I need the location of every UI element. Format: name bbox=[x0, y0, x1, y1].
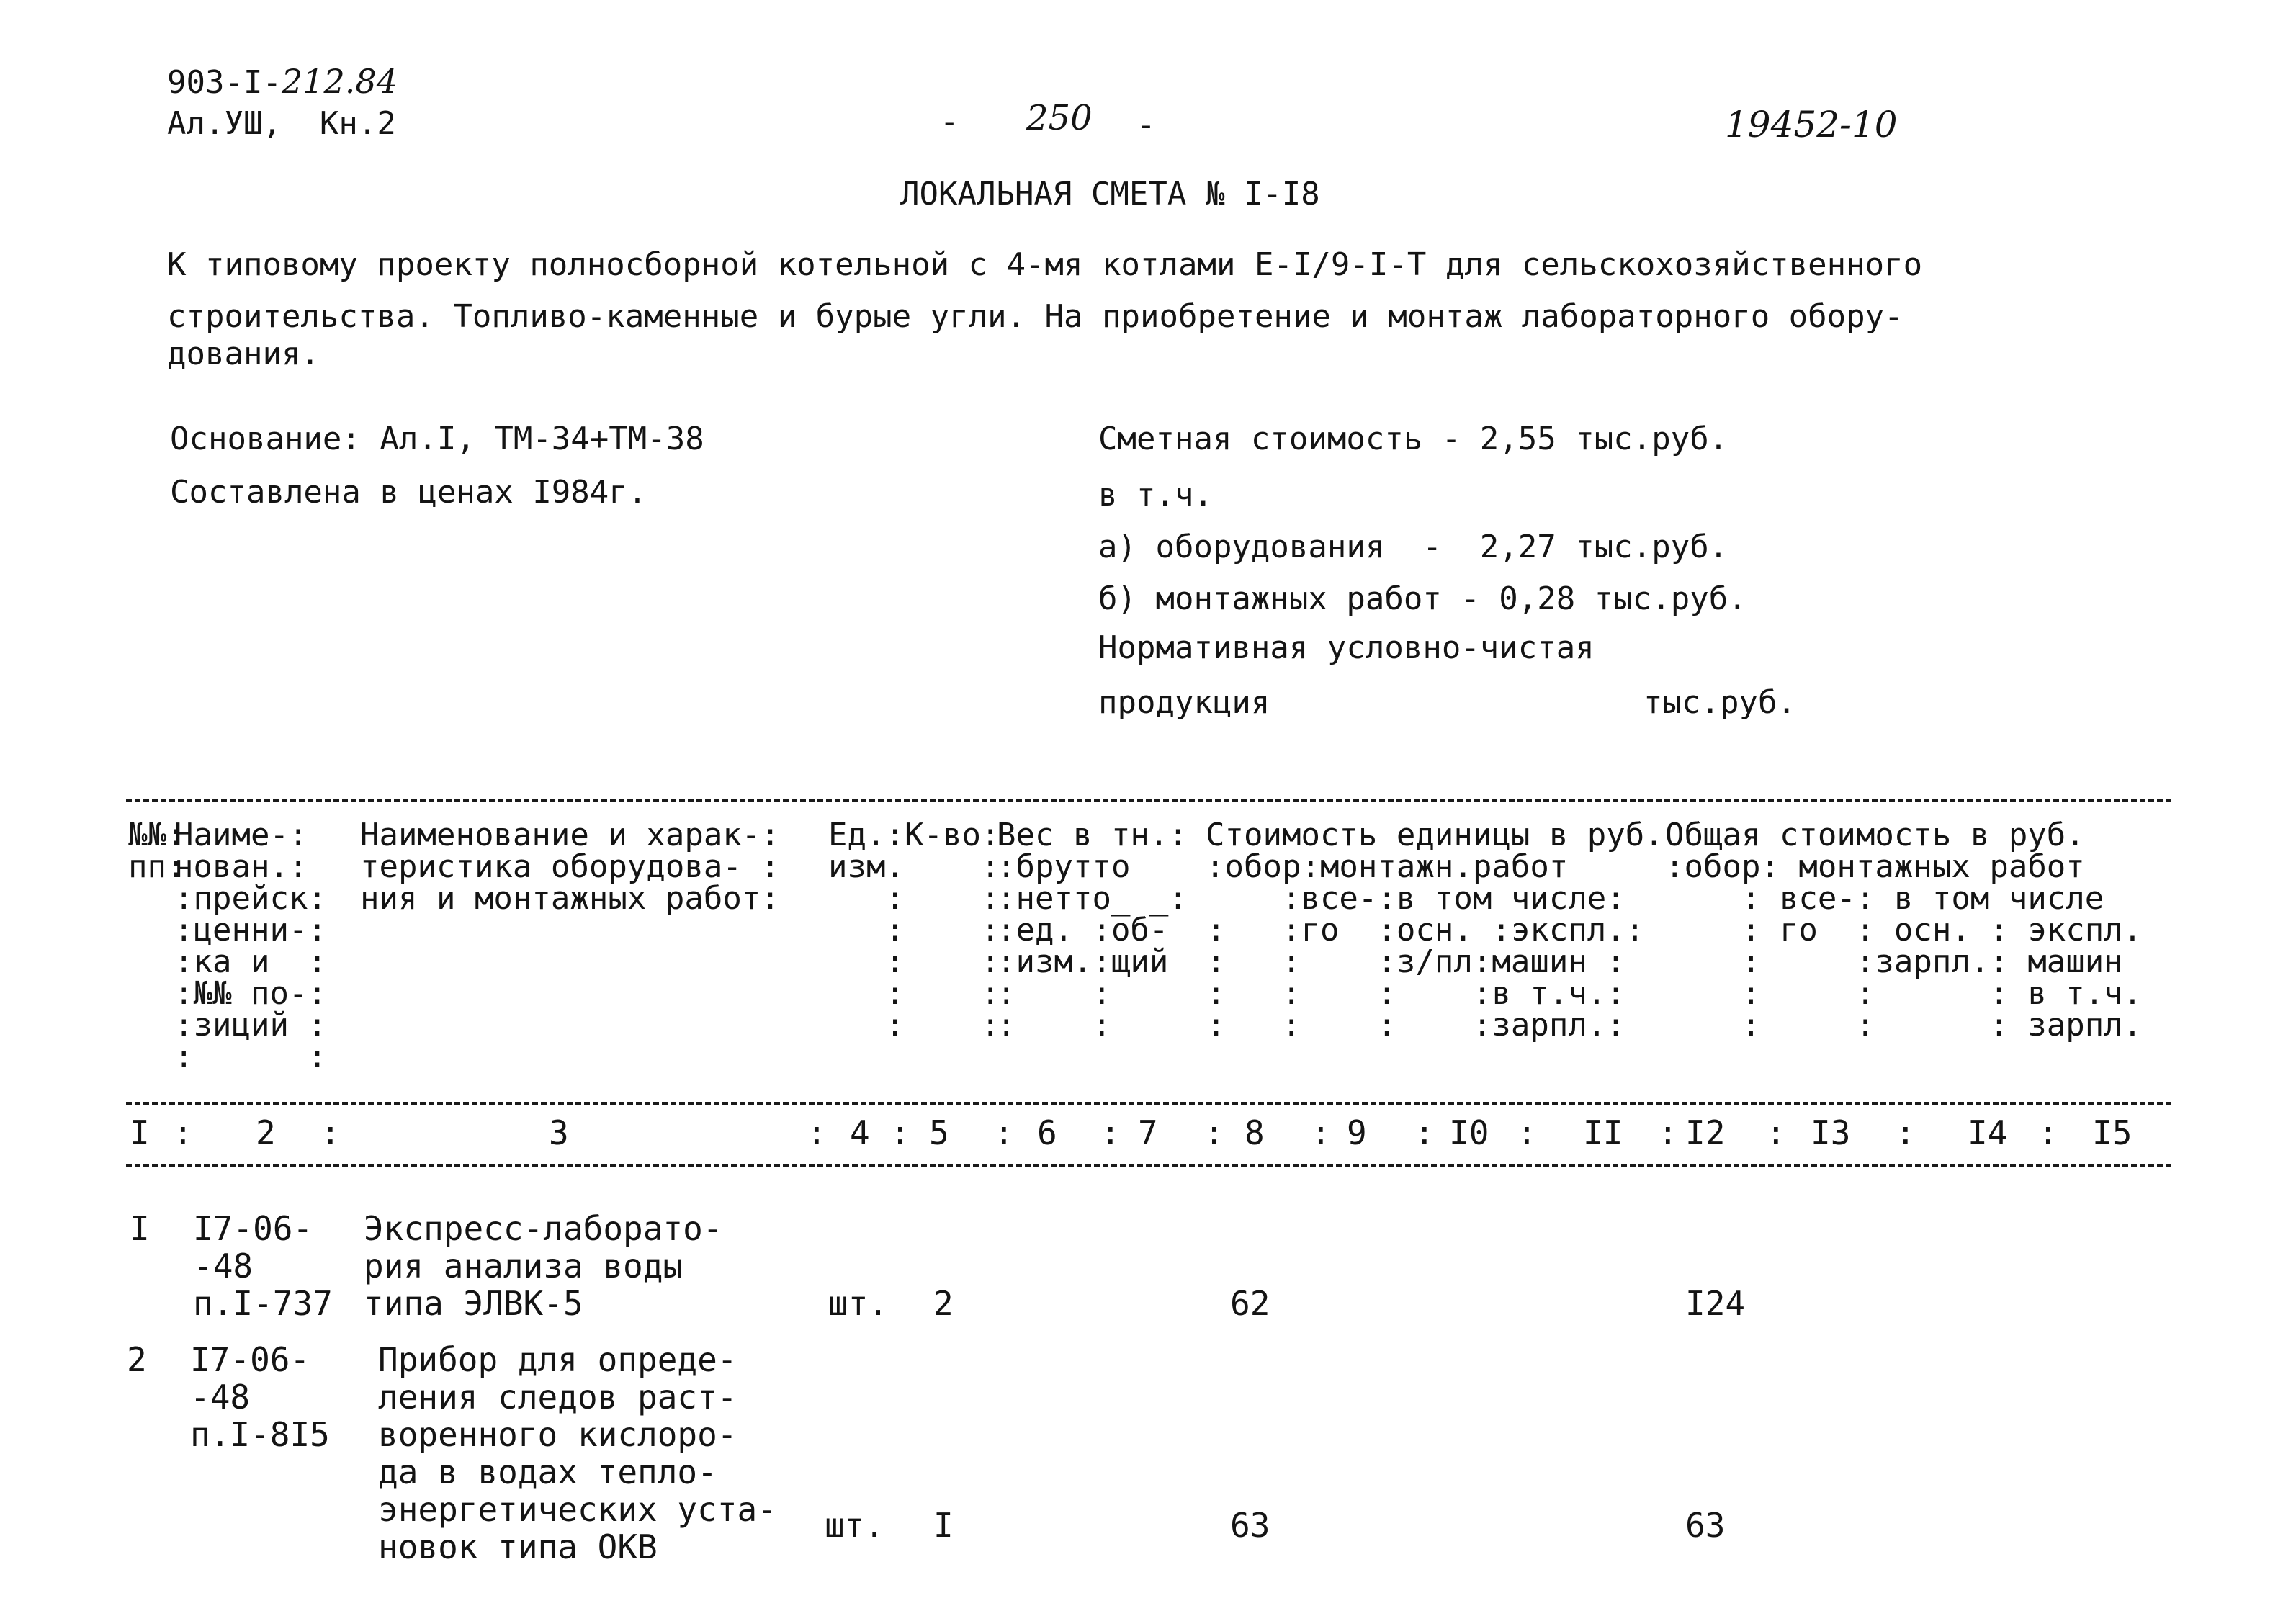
row-qty: I bbox=[933, 1506, 954, 1545]
prices-line: Составлена в ценах I984г. bbox=[170, 474, 647, 511]
album-line: Ал.УШ, Кн.2 bbox=[167, 105, 396, 142]
row-number: I bbox=[130, 1209, 150, 1248]
page-dash-left: - bbox=[940, 104, 959, 140]
column-separator: : bbox=[994, 1113, 1014, 1152]
normative-line-2-label: продукция bbox=[1098, 684, 1270, 721]
column-separator: : bbox=[320, 1113, 341, 1152]
basis-line: Основание: Ал.I, ТМ-34+ТМ-38 bbox=[170, 421, 704, 457]
column-number: 8 bbox=[1245, 1113, 1265, 1152]
row-name: Прибор для опреде- ления следов раст- воренного кислоро- да в водах тепло- энергетических уста- новок типа ОКВ bbox=[378, 1340, 777, 1566]
column-number: 7 bbox=[1138, 1113, 1158, 1152]
row-price-ref: I7-06- -48 п.I-737 bbox=[193, 1209, 333, 1323]
header-col-unit-cost: Стоимость единицы в руб. :обор:монтажн.работ :все-:в том числе: :го :осн. :экспл.: : :з/пл:машин : : : :в т.ч.: : : :зарпл.: bbox=[1206, 817, 1664, 1043]
column-number-bottom-rule bbox=[126, 1164, 2171, 1167]
row-total-cost-equipment: 63 bbox=[1685, 1506, 1726, 1545]
header-col-name: Наименование и харак-: теристика оборудова- : ния и монтажных работ: bbox=[360, 817, 780, 917]
column-separator: : bbox=[1311, 1113, 1331, 1152]
doc-code-print: 903-I- bbox=[167, 64, 282, 101]
column-separator: : bbox=[1766, 1113, 1786, 1152]
row-total-cost-equipment: I24 bbox=[1685, 1284, 1746, 1323]
column-separator: : bbox=[2038, 1113, 2058, 1152]
header-col-price-ref: Наиме-: нован.: :прейск: :ценни-: :ка и : :№№ по-: :зиций : : : bbox=[174, 817, 327, 1075]
row-unit-cost-equipment: 62 bbox=[1230, 1284, 1270, 1323]
column-number: I bbox=[130, 1113, 150, 1152]
column-number: 9 bbox=[1347, 1113, 1367, 1152]
header-col-qty: К-во: : : : : : : bbox=[905, 817, 1000, 1043]
column-separator: : bbox=[1517, 1113, 1537, 1152]
column-number: I5 bbox=[2092, 1113, 2133, 1152]
row-price-ref: I7-06- -48 п.I-8I5 bbox=[190, 1340, 330, 1454]
column-separator: : bbox=[1414, 1113, 1435, 1152]
column-separator: : bbox=[807, 1113, 827, 1152]
page-number: 250 bbox=[1026, 98, 1093, 138]
table-top-rule bbox=[126, 799, 2171, 802]
column-number: I4 bbox=[1968, 1113, 2008, 1152]
column-separator: : bbox=[1204, 1113, 1224, 1152]
normative-line-2-unit: тыс.руб. bbox=[1643, 684, 1796, 721]
header-col-number: №№: пп: bbox=[128, 817, 186, 885]
column-number: II bbox=[1583, 1113, 1623, 1152]
column-separator: : bbox=[173, 1113, 193, 1152]
column-number: 2 bbox=[256, 1113, 276, 1152]
row-unit: шт. bbox=[828, 1284, 889, 1323]
column-separator: : bbox=[1658, 1113, 1678, 1152]
header-col-unit: Ед.: изм. : : : : : bbox=[828, 817, 905, 1043]
estimated-cost-line: Сметная стоимость - 2,55 тыс.руб. bbox=[1098, 421, 1728, 457]
description-line-1: К типовому проекту полносборной котельной с 4-мя котлами Е-I/9-I-Т для сельскохозяйственного bbox=[167, 246, 1923, 283]
column-number: 6 bbox=[1037, 1113, 1057, 1152]
column-separator: : bbox=[1100, 1113, 1121, 1152]
normative-line-1: Нормативная условно-чистая bbox=[1098, 629, 1595, 666]
row-number: 2 bbox=[127, 1340, 147, 1379]
row-qty: 2 bbox=[933, 1284, 954, 1323]
column-number: 4 bbox=[850, 1113, 870, 1152]
equipment-cost-line: а) оборудования - 2,27 тыс.руб. bbox=[1098, 529, 1728, 565]
column-number: I2 bbox=[1685, 1113, 1726, 1152]
doc-code-handwritten: 212.84 bbox=[281, 62, 398, 101]
row-unit-cost-equipment: 63 bbox=[1230, 1506, 1270, 1545]
doc-code bbox=[167, 62, 398, 101]
column-number: 3 bbox=[549, 1113, 569, 1152]
row-name: Экспресс-лаборато- рия анализа воды типа ЭЛВК-5 bbox=[364, 1209, 723, 1323]
column-number: I0 bbox=[1449, 1113, 1489, 1152]
column-number: 5 bbox=[929, 1113, 949, 1152]
description-line-2: строительства. Топливо-каменные и бурые угли. На приобретение и монтаж лабораторного обору- bbox=[167, 298, 1903, 335]
row-unit: шт. bbox=[825, 1506, 885, 1545]
header-bottom-rule bbox=[126, 1102, 2171, 1105]
header-col-weight: Вес в тн.: :брутто :нетто_ _: :ед. :об- : :изм.:щий : : : : : : : bbox=[997, 817, 1226, 1043]
column-number: I3 bbox=[1811, 1113, 1851, 1152]
page-dash-right: - bbox=[1136, 107, 1156, 143]
page-title: ЛОКАЛЬНАЯ СМЕТА № I-I8 bbox=[900, 176, 1320, 212]
installation-cost-line: б) монтажных работ - 0,28 тыс.руб. bbox=[1098, 580, 1747, 617]
header-col-total-cost: Общая стоимость в руб. :обор: монтажных работ : все-: в том числе : го : осн. : экспл. : :зарпл.: машин : : : в т.ч. : : : зарпл. bbox=[1665, 817, 2143, 1043]
archive-number: 19452-10 bbox=[1725, 104, 1898, 145]
column-separator: : bbox=[890, 1113, 910, 1152]
column-separator: : bbox=[1896, 1113, 1916, 1152]
including-label: в т.ч. bbox=[1098, 477, 1213, 513]
description-line-3: дования. bbox=[167, 336, 320, 372]
